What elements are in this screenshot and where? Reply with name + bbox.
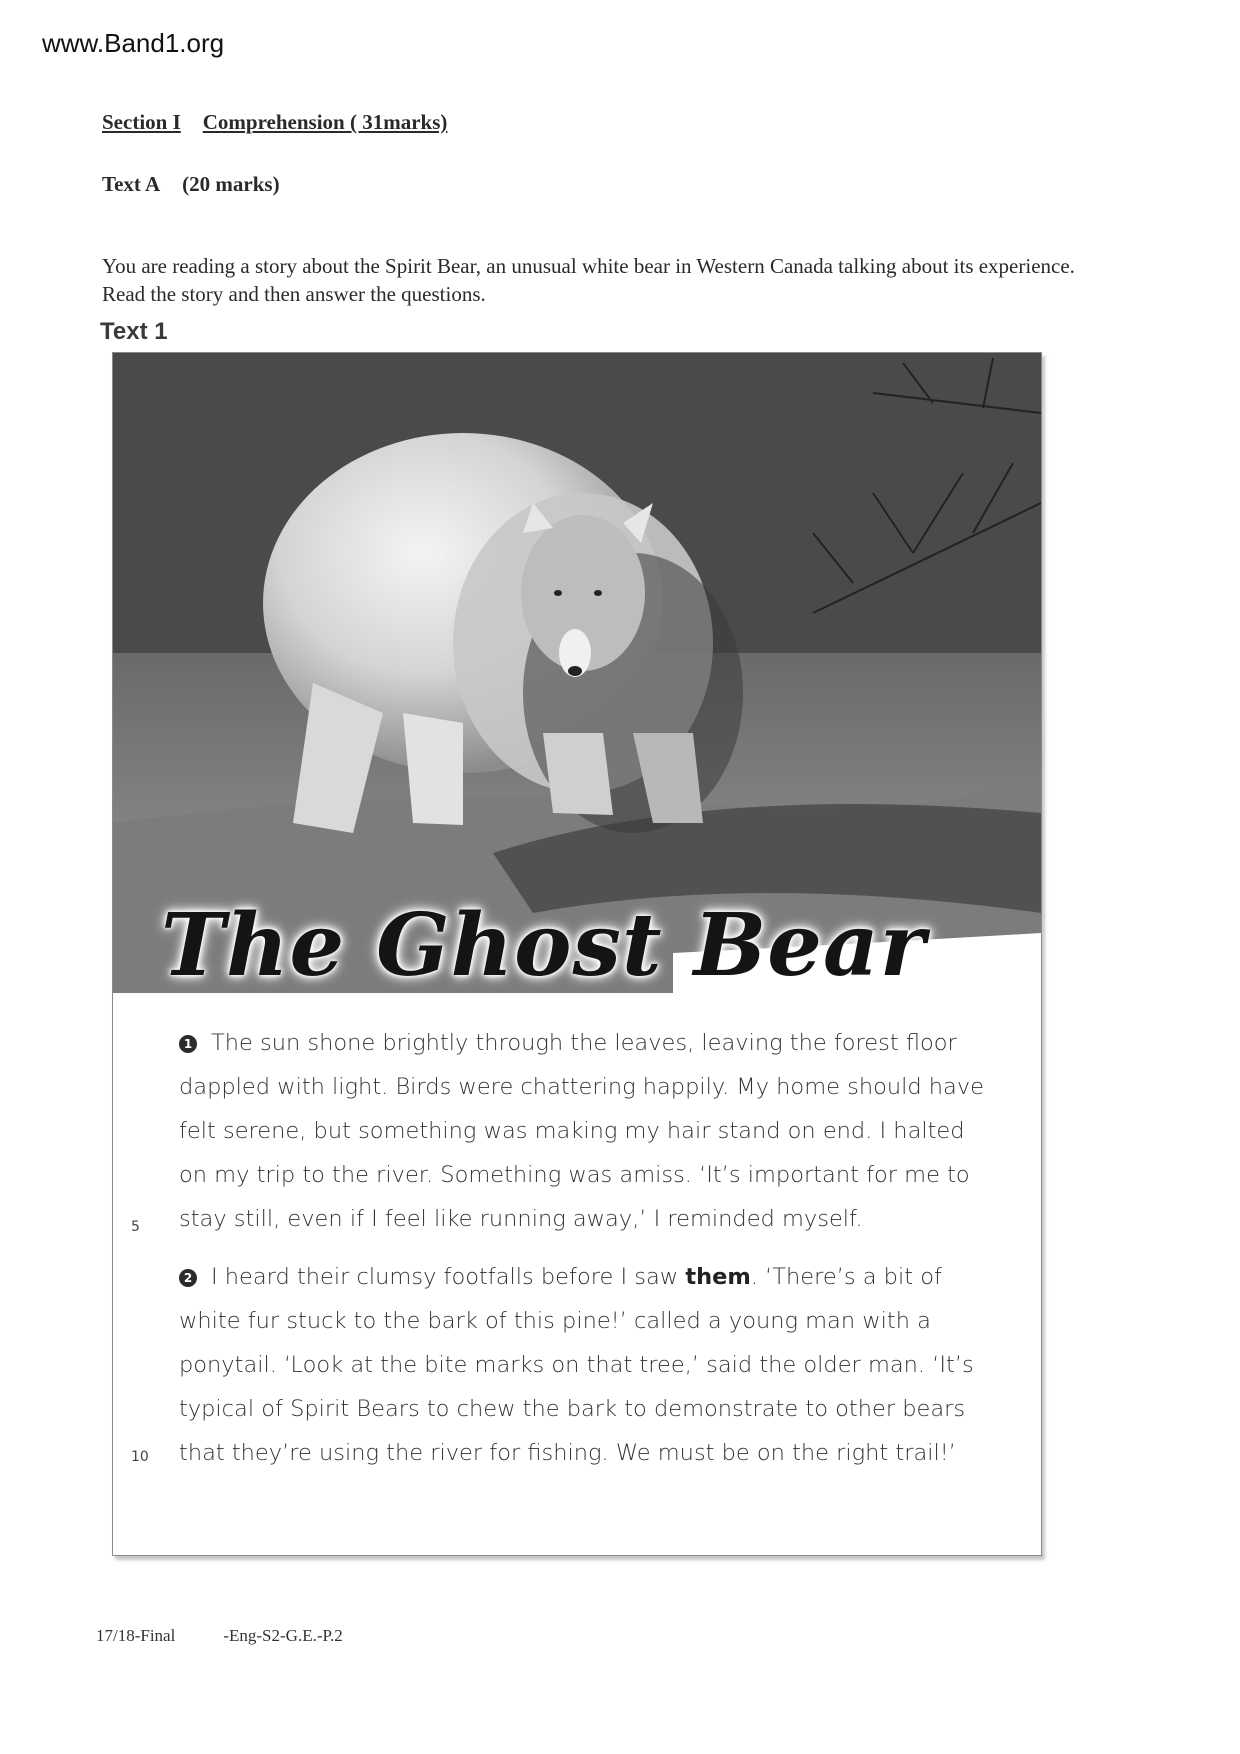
text-1-label: Text 1 <box>100 318 168 345</box>
line-number-5: 5 <box>131 1219 140 1235</box>
watermark: www.Band1.org <box>42 28 225 58</box>
paragraph-2 <box>179 1255 999 1475</box>
footer-code: -Eng-S2-G.E.-P.2 <box>223 1626 343 1645</box>
bear-photo <box>113 353 1041 993</box>
article-box <box>112 352 1042 1556</box>
footer-exam: 17/18-Final <box>96 1626 176 1645</box>
paragraph-2-text-before: I heard their clumsy footfalls before I saw <box>211 1264 686 1290</box>
section-heading <box>102 110 447 135</box>
page-footer <box>96 1626 343 1646</box>
paragraph-2-bold-word: them <box>685 1264 751 1290</box>
article-title: The Ghost Bear <box>161 895 927 993</box>
text-a-marks: (20 marks) <box>182 172 280 196</box>
paragraph-number-1: 1 <box>179 1035 197 1053</box>
line-number-10: 10 <box>131 1449 149 1465</box>
paragraph-1-text: The sun shone brightly through the leaves, leaving the forest floor dappled with light. Birds were chattering happily. My home should have felt serene, but something was making my hair stand on end. I halted on my trip to the river. Something was amiss. ‘It’s important for me to stay still, even if I feel like running away,’ I reminded myself. <box>179 1030 985 1232</box>
section-label: Section I <box>102 110 181 134</box>
instructions: You are reading a story about the Spirit Bear, an unusual white bear in Western Canada talking about its experience. Read the story and then answer the questions. <box>102 254 1075 306</box>
section-title: Comprehension ( 31marks) <box>202 110 448 134</box>
paragraph-number-2: 2 <box>179 1269 197 1287</box>
paragraph-2-text-after: . ‘There’s a bit of white fur stuck to the bark of this pine!’ called a young man with a ponytail. ‘Look at the bite marks on that tree,’ said the older man. ‘It’s typical of Spirit Bears to chew the bark to demonstrate to other bears that they’re using the river for fishing. We must be on the right trail!’ <box>179 1264 974 1466</box>
story-text <box>179 1021 999 1489</box>
paragraph-1 <box>179 1021 999 1241</box>
text-a-heading <box>102 172 280 197</box>
text-a-label: Text A <box>102 172 161 196</box>
